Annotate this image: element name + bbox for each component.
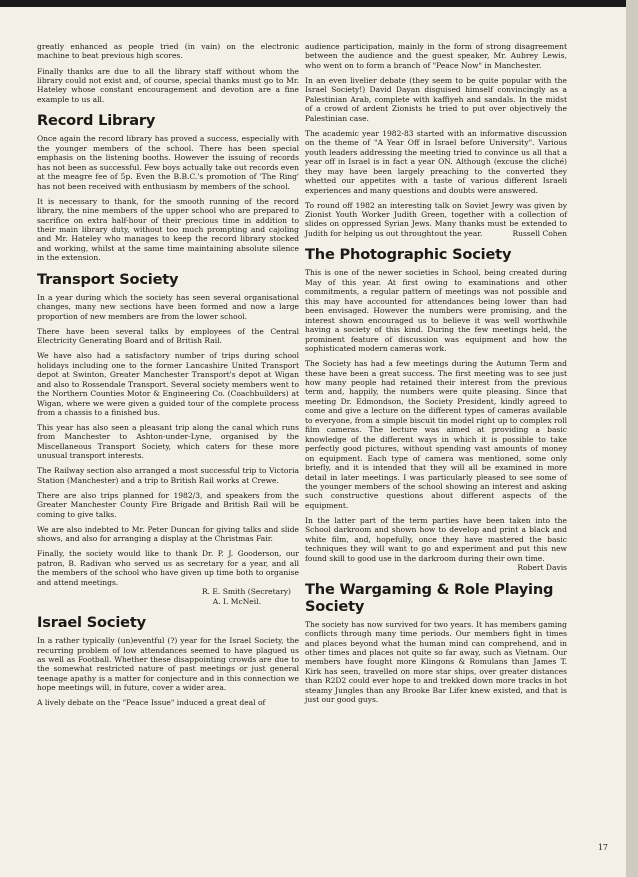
transport-paragraph: We have also had a satisfactory number of trips during school holidays including one to the former Lancashire United Transport depot at Swinton, Greater Manchester Transport's depot at Wigan and also to Rossendale Transport. Several society members went to the Northern Counties Motor & Engineering Co. (Coachbuilders) at Wigan, where we were given a guided tour of the complete process from a chassis to a finished bus.	[37, 351, 299, 417]
transport-paragraph: There are also trips planned for 1982/3, and speakers from the Greater Manchester County Fire Brigade and British Rail will be coming to give talks.	[37, 490, 299, 519]
transport-society-heading: Transport Society	[37, 270, 179, 288]
israel-society-heading: Israel Society	[37, 614, 146, 632]
photographic-paragraph: The Society has had a few meetings during the Autumn Term and these have been a great success. The first meeting was to see just how many people had retained their interest from the previous term and, happily, the numbers were quite pleasing. Since that meeting Dr. Edmondson, the Society President, kindly agreed to come and give a lecture on the different types of cameras available to everyone, from a simple biscuit tin model right up to complex roll film cameras. The lecture was aimed at providing a basic knowledge of the different ways in which it is possible to take perfectly good pictures, without spending vast amounts of money on equipment. Each type of camera was mentioned, some only briefly, and it is intended that they will all be examined in more detail in later meetings. I was particularly pleased to see some of the younger members of the school showing an interest and asking such constructive questions about different aspects of the equipment.	[305, 359, 567, 510]
transport-paragraph: This year has also seen a pleasant trip along the canal which runs from Manchester to Ashton-under-Lyne, organised by the Miscellaneous Transport Society, which caters for these more unusual transport interests.	[37, 423, 299, 461]
record-library-paragraph: Once again the record library has proved a success, especially with the younger members of the school. There has been special emphasis on the listening booths. However the issuing of records has not been as successful. Few boys actually take out records even at the meagre fee of 5p. Even the B.B.C.'s promotion of 'The Ring' has not been received with enthusiasm by members of the school.	[37, 134, 299, 191]
transport-signature: R. E. Smith (Secretary)	[201, 587, 291, 597]
library-paragraph: Finally thanks are due to all the library staff without whom the library could not exist and, of course, special thanks must go to Mr. Hateley whose constant encouragement and devotion are a fine example to us all.	[37, 66, 299, 104]
israel-paragraph: audience participation, mainly in the form of strong disagreement between the audience and the guest speaker, Mr. Aubrey Lewis, who went on to form a branch of "Peace Now" in Manchester.	[305, 42, 567, 70]
photographic-signature: Robert Davis	[517, 563, 567, 573]
israel-paragraph: A lively debate on the "Peace Issue" induced a great deal of	[37, 698, 266, 708]
transport-paragraph: Finally, the society would like to thank Dr. P. J. Gooderson, our patron, B. Radivan who served us as secretary for a year, and all the members of the school who have given up time both to organise and attend meetings.	[37, 549, 299, 587]
israel-paragraph: In a rather typically (un)eventful (?) year for the Israel Society, the recurring problem of low attendances seemed to have plagued us as well as Football. Whether these disappointing crowds are due to the somewhat restricted nature of past meetings or just general teenage apathy is a matter for conjecture and in this connection we hope meetings will, in future, cover a wider area.	[37, 636, 299, 693]
scan-top-edge	[0, 0, 638, 7]
israel-paragraph: The academic year 1982-83 started with an informative discussion on the theme of "A Year Off in Israel before University". Various youth leaders addressing the meeting tried to convince us all that a year off in Israel is in fact a year ON. Although (excuse the cliché) they may have been largely preaching to the converted they whetted our appetites with a taste of various different Israeli experiences and many questions and doubts were answered.	[305, 128, 567, 195]
photographic-paragraph: This is one of the newer societies in School, being created during May of this year. At first owing to examinations and other commitments, a regular pattern of meetings was not possible and this may have accounted for attendances being lower than had been envisaged. However the numbers were promising, and the interest shown encouraged us to believe it was well worthwhile having a society of this kind. During the few meetings held, the prominent feature of discussion was equipment and how the sophisticated modern cameras work.	[305, 268, 567, 354]
transport-paragraph: We are also indebted to Mr. Peter Duncan for giving talks and slide shows, and also for arranging a display at the Christmas Fair.	[37, 524, 299, 544]
transport-paragraph: In a year during which the society has seen several organisational changes, many new sections have been formed and now a large proportion of new members are from the lower school.	[37, 292, 299, 321]
wargaming-paragraph: The society has now survived for two years. It has members gaming conflicts through many time periods. Our members fight in times and places beyond what the human mind can comprehend, and in other times and places not quite so far away, such as Vietnam. Our members have fought more Klingons & Romulans than James T. Kirk has seen, travelled on more star ships, over greater distances than R2D2 could ever hope to and trekked down more tracks in hot steamy Jungles than any Brooke Bar Lifer knew existed, and that is just our good guys.	[305, 619, 567, 705]
photographic-paragraph: In the latter part of the term parties have been taken into the School darkroom and shown how to develop and print a black and white film, and, hopefully, once they have mastered the basic techniques they will want to go and experiment and put this new found skill to good use in the darkroom during their own time.	[305, 515, 567, 563]
transport-paragraph: There have been several talks by employees of the Central Electricity Generating Board and of British Rail.	[37, 326, 299, 346]
israel-paragraph-text: To round off 1982 an interesting talk on Soviet Jewry was given by Zionist Youth Worker Judith Green, together with a collection of slides on oppressed Syrian Jews. Many thanks must be extended to Judith for helping us out throughtout the year.	[305, 200, 567, 238]
record-library-paragraph: It is necessary to thank, for the smooth running of the record library, the nine members of the upper school who are prepared to sacrifice on extra half-hour of their precious time in addition to their main library duty, without too much prompting and cajoling and Mr. Hateley who manages to keep the record library stocked and working, whilst at the same time maintaining absolute silence in the extension.	[37, 196, 299, 263]
transport-signature: A. I. McNeil.	[212, 596, 261, 606]
record-library-heading: Record Library	[37, 112, 156, 130]
scan-right-edge	[626, 0, 638, 877]
wargaming-society-heading: The Wargaming & Role Playing Society	[305, 580, 554, 615]
transport-paragraph: The Railway section also arranged a most successful trip to Victoria Station (Manchester) and a trip to British Rail works at Crewe.	[37, 466, 299, 485]
israel-paragraph	[305, 201, 567, 239]
photographic-society-heading: The Photographic Society	[305, 246, 512, 264]
israel-signature: Russell Cohen	[512, 228, 567, 238]
right-column	[305, 42, 567, 710]
library-paragraph: greatly enhanced as people tried (in vain) on the electronic machine to beat previous high scores.	[37, 42, 299, 61]
page-number: 17	[597, 843, 608, 852]
left-column	[37, 42, 299, 713]
israel-paragraph: In an even livelier debate (they seem to be quite popular with the Israel Society!) David Dayan disguised himself convincingly as a Palestinian Arab, complete with kaffiyeh and sandals. In the midst of a crowd of ardent Zionists he tried to put over objectively the Palestinian case.	[305, 75, 567, 123]
